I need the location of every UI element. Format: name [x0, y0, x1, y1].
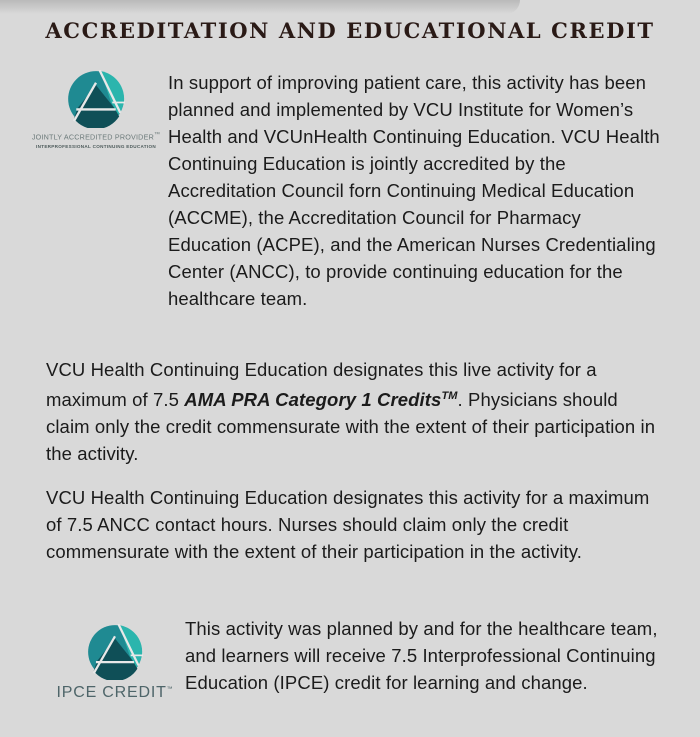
ipce-logo-caption	[40, 684, 190, 702]
ipce-credit-logo-icon	[87, 624, 143, 680]
section-title: ACCREDITATION AND EDUCATIONAL CREDIT	[45, 18, 655, 43]
logo-subcaption: INTERPROFESSIONAL CONTINUING EDUCATION	[36, 144, 156, 150]
ama-credit-name	[184, 389, 457, 410]
logo-caption-text: JOINTLY ACCREDITED PROVIDER	[31, 132, 154, 142]
logo-caption-tm: ™	[153, 132, 161, 138]
ancc-credit-statement: VCU Health Continuing Education designates this activity for a maximum of 7.5 ANCC contact hours. Nurses should claim only the credit commensurate with the extent of their participation in the activity.	[46, 487, 650, 562]
ipce-logo-caption-text: IPCE CREDIT	[56, 684, 167, 701]
ipce-credit-statement: This activity was planned by and for the healthcare team, and learners will receive 7.5 Interprofessional Continuing Education (IPCE) credit for learning and change.	[185, 618, 658, 693]
ipce-credit-logo	[40, 624, 190, 702]
joint-accreditation-logo	[30, 70, 162, 149]
ama-credit-statement	[46, 356, 666, 467]
ama-text-after: . Physicians should claim only the credit commensurate with the extent of their participation in the activity.	[46, 389, 656, 465]
ipce-logo-caption-tm: ™	[166, 686, 174, 693]
ama-credit-tm: TM	[441, 390, 458, 402]
logo-caption	[30, 132, 162, 141]
joint-accreditation-logo-icon	[67, 70, 125, 128]
ama-text-before: VCU Health Continuing Education designates this live activity for a maximum of 7.5	[46, 359, 597, 411]
joint-accreditation-statement: In support of improving patient care, this activity has been planned and implemented by VCU Institute for Women’s Health and VCUnHealth Continuing Education. VCU Health Continuing Education is jointly accredited by the Accreditation Council forn Continuing Medical Education (ACCME), the Accreditation Council for Pharmacy Education (ACPE), and the American Nurses Credentialing Center (ANCC), to provide continuing education for the healthcare team.	[168, 72, 660, 309]
top-shadow	[0, 0, 520, 14]
ama-credit-name-text: AMA PRA Category 1 Credits	[184, 389, 442, 411]
